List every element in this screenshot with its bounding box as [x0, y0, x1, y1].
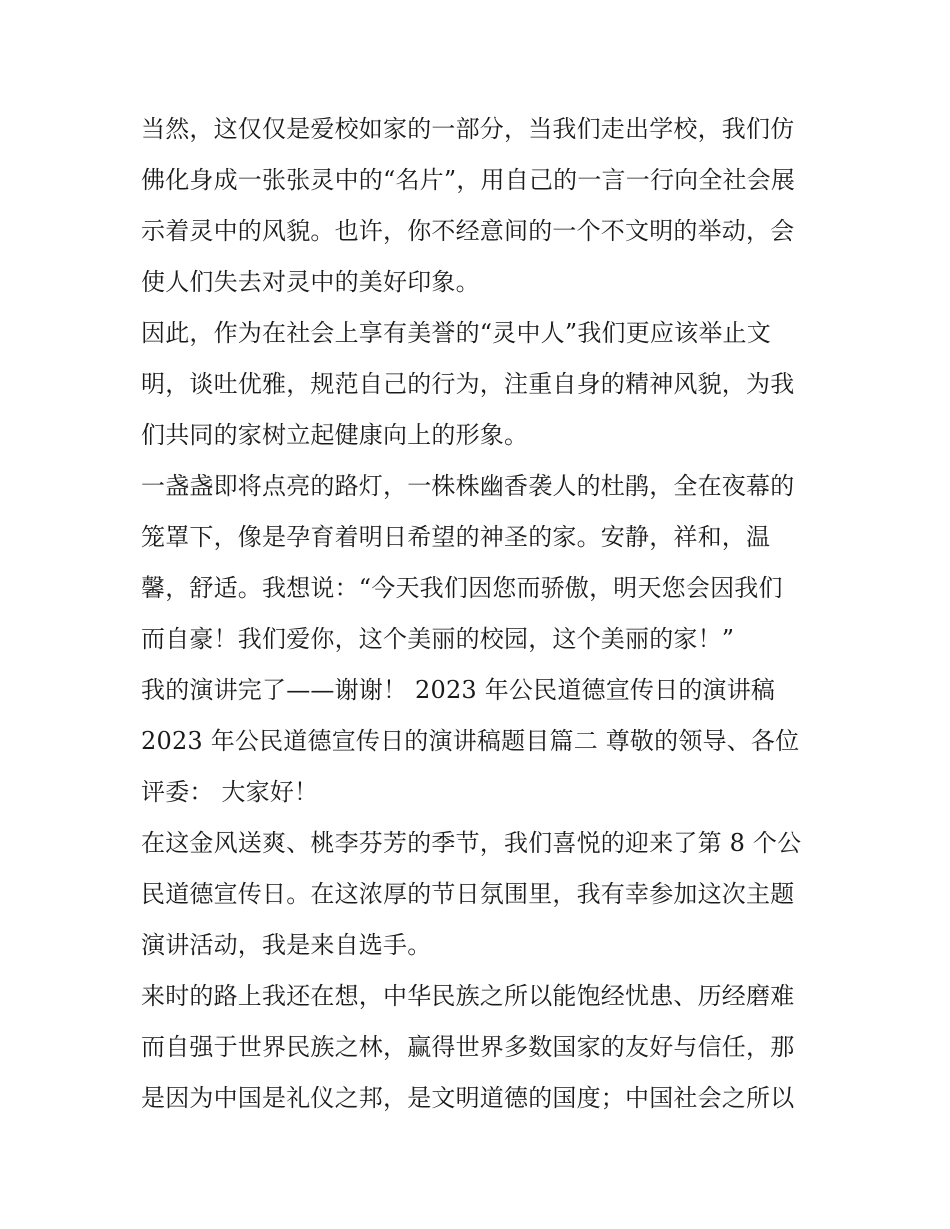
text-line: 民道德宣传日。在这浓厚的节日氛围里，我有幸参加这次主题 [141, 880, 795, 908]
text-line: 2023 年公民道德宣传日的演讲稿题目篇二 尊敬的领导、各位 [141, 727, 800, 755]
text-line: 演讲活动，我是来自选手。 [141, 931, 432, 959]
text-line: 而自强于世界民族之林，赢得世界多数国家的友好与信任，那 [141, 1033, 795, 1061]
text-line: 笼罩下，像是孕育着明日希望的神圣的家。安静，祥和，温 [141, 523, 771, 551]
text-line: 而自豪！我们爱你，这个美丽的校园，这个美丽的家！” [141, 625, 735, 653]
text-line: 当然，这仅仅是爱校如家的一部分，当我们走出学校，我们仿 [141, 115, 795, 143]
text-line: 明，谈吐优雅，规范自己的行为，注重自身的精神风貌，为我 [141, 370, 795, 398]
text-line: 因此，作为在社会上享有美誉的“灵中人”我们更应该举止文 [141, 319, 771, 347]
text-line: 一盏盏即将点亮的路灯，一株株幽香袭人的杜鹃，全在夜幕的 [141, 472, 795, 500]
text-line: 们共同的家树立起健康向上的形象。 [141, 421, 529, 449]
text-line: 示着灵中的风貌。也许，你不经意间的一个不文明的举动，会 [141, 217, 795, 245]
document-body [141, 104, 821, 1124]
text-line: 在这金风送爽、桃李芬芳的季节，我们喜悦的迎来了第 8 个公 [141, 829, 802, 857]
text-line: 使人们失去对灵中的美好印象。 [141, 268, 480, 296]
text-line: 我的演讲完了——谢谢！ 2023 年公民道德宣传日的演讲稿 [141, 676, 776, 704]
text-line: 来时的路上我还在想，中华民族之所以能饱经忧患、历经磨难 [141, 982, 795, 1010]
text-line: 是因为中国是礼仪之邦，是文明道德的国度；中国社会之所以 [141, 1084, 795, 1112]
text-line: 评委： 大家好！ [141, 778, 319, 806]
text-line: 馨，舒适。我想说：“今天我们因您而骄傲，明天您会因我们 [141, 574, 783, 602]
text-line: 佛化身成一张张灵中的“名片”，用自己的一言一行向全社会展 [141, 166, 796, 194]
